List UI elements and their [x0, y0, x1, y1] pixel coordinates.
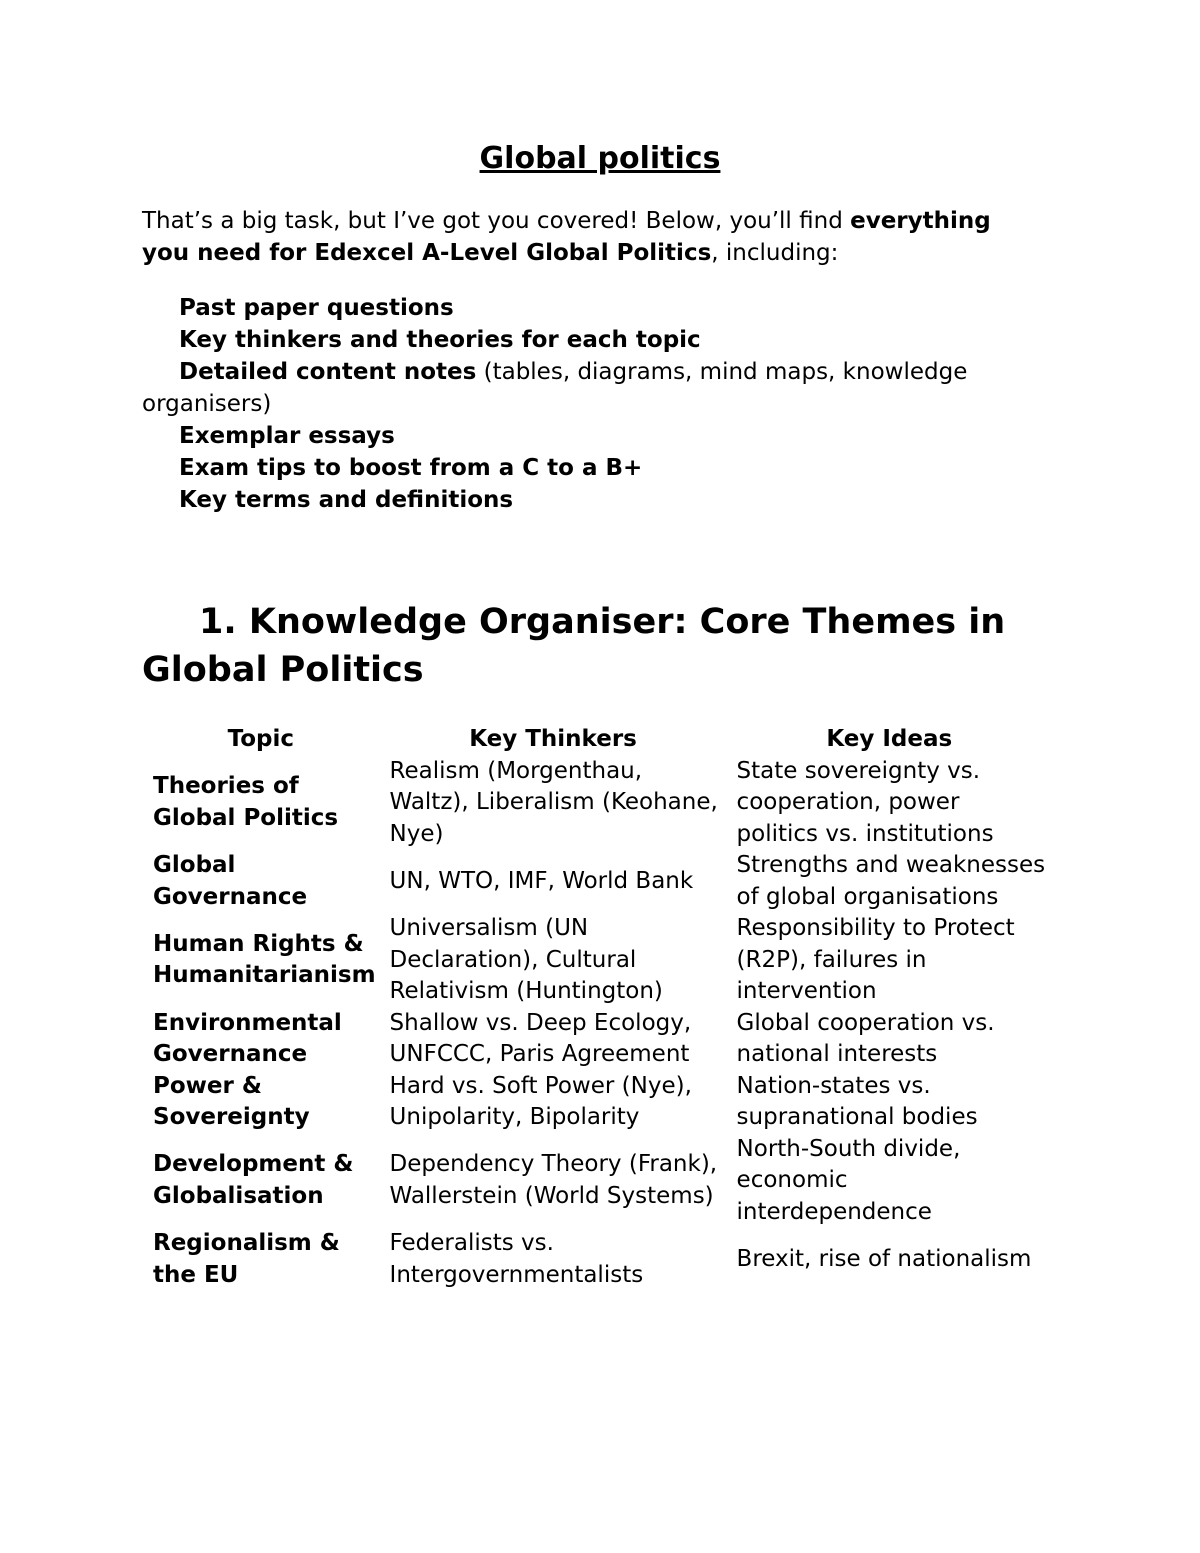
thinkers-cell: Hard vs. Soft Power (Nye), Unipolarity, Bipolarity	[389, 1072, 692, 1130]
table-row	[142, 1071, 1052, 1134]
feature-item	[142, 356, 1042, 420]
feature-bold: Exam tips to boost from a C to a B+	[179, 455, 643, 481]
ideas-cell: State sovereignty vs. cooperation, power politics vs. institutions	[736, 757, 994, 847]
ideas-cell: Strengths and weaknesses of global organisations	[736, 852, 1046, 910]
thinkers-cell: Dependency Theory (Frank), Wallerstein (World Systems)	[389, 1151, 718, 1209]
thinkers-cell: Realism (Morgenthau, Waltz), Liberalism (Keohane, Nye)	[389, 757, 718, 847]
knowledge-organiser-table	[142, 724, 1052, 1291]
ideas-cell: Responsibility to Protect (R2P), failures in intervention	[736, 915, 1015, 1004]
intro-text-before: That’s a big task, but I’ve got you covered! Below, you’ll find	[142, 208, 851, 234]
feature-item	[142, 420, 1042, 452]
header-key-ideas: Key Ideas	[826, 726, 953, 752]
document-title: Global politics	[479, 141, 721, 176]
table-row	[142, 850, 1052, 913]
feature-bold: Key thinkers and theories for each topic	[179, 327, 701, 353]
feature-bold: Past paper questions	[179, 295, 454, 321]
feature-list	[142, 292, 1042, 516]
intro-text-after: , including:	[711, 240, 839, 266]
intro-paragraph	[142, 205, 1042, 269]
ideas-cell: North-South divide, economic interdependence	[736, 1135, 961, 1225]
feature-item	[142, 452, 1042, 484]
header-topic: Topic	[227, 726, 294, 752]
intro-bold-text: everything you need for Edexcel A-Level Global Politics	[142, 208, 991, 266]
table-row	[142, 1228, 1052, 1291]
feature-rest: (tables, diagrams, mind maps, knowledge organisers)	[142, 359, 968, 417]
thinkers-cell: UN, WTO, IMF, World Bank	[389, 867, 694, 894]
table-header-row	[142, 724, 1052, 756]
topic-cell: Human Rights & Humanitarianism	[153, 930, 376, 989]
header-key-thinkers: Key Thinkers	[469, 726, 637, 752]
topic-cell: Global Governance	[153, 852, 308, 910]
topic-cell: Power & Sovereignty	[153, 1072, 310, 1130]
topic-cell: Environmental Governance	[153, 1009, 342, 1067]
topic-cell: Development & Globalisation	[153, 1151, 354, 1209]
table-row	[142, 1008, 1052, 1071]
feature-bold: Exemplar essays	[179, 423, 395, 449]
thinkers-cell: Federalists vs. Intergovernmentalists	[389, 1230, 644, 1288]
feature-item	[142, 292, 1042, 324]
table-row	[142, 756, 1052, 851]
table-row	[142, 913, 1052, 1008]
feature-bold: Key terms and definitions	[179, 487, 514, 513]
thinkers-cell: Shallow vs. Deep Ecology, UNFCCC, Paris Agreement	[389, 1009, 692, 1067]
feature-item	[142, 484, 1042, 516]
table-row	[142, 1134, 1052, 1229]
topic-cell: Theories of Global Politics	[153, 773, 339, 831]
feature-item	[142, 324, 1042, 356]
ideas-cell: Brexit, rise of nationalism	[736, 1245, 1032, 1272]
feature-bold: Detailed content notes	[179, 359, 477, 385]
ideas-cell: Global cooperation vs. national interests	[736, 1009, 995, 1067]
topic-cell: Regionalism & the EU	[153, 1230, 340, 1288]
thinkers-cell: Universalism (UN Declaration), Cultural Relativism (Huntington)	[389, 915, 663, 1004]
ideas-cell: Nation-states vs. supranational bodies	[736, 1072, 978, 1130]
section-heading: 1. Knowledge Organiser: Core Themes in Global Politics	[142, 602, 1006, 690]
